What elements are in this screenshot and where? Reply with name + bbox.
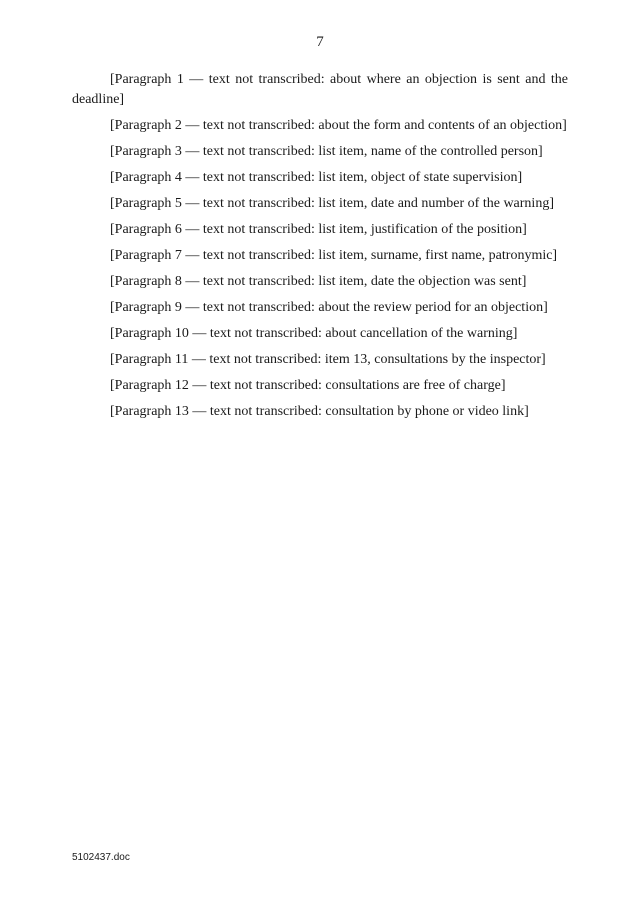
paragraph: [Paragraph 13 — text not transcribed: consultation by phone or video link] bbox=[110, 404, 529, 419]
paragraph: [Paragraph 1 — text not transcribed: about where an objection is sent and the deadline] bbox=[72, 72, 568, 107]
paragraph: [Paragraph 6 — text not transcribed: list item, justification of the position] bbox=[110, 222, 527, 237]
paragraph: [Paragraph 10 — text not transcribed: about cancellation of the warning] bbox=[110, 326, 518, 341]
paragraph: [Paragraph 12 — text not transcribed: consultations are free of charge] bbox=[110, 378, 506, 393]
paragraph: [Paragraph 5 — text not transcribed: list item, date and number of the warning] bbox=[110, 196, 554, 211]
document-code: 5102437.doc bbox=[72, 852, 130, 863]
paragraph: [Paragraph 7 — text not transcribed: list item, surname, first name, patronymic] bbox=[110, 248, 558, 263]
page-number: 7 bbox=[316, 34, 324, 50]
document-body bbox=[72, 70, 568, 428]
paragraph: [Paragraph 11 — text not transcribed: item 13, consultations by the inspector] bbox=[110, 352, 546, 367]
paragraph: [Paragraph 4 — text not transcribed: list item, object of state supervision] bbox=[110, 170, 523, 185]
paragraph: [Paragraph 9 — text not transcribed: about the review period for an objection] bbox=[110, 300, 548, 315]
paragraph: [Paragraph 3 — text not transcribed: list item, name of the controlled person] bbox=[110, 144, 543, 159]
paragraph: [Paragraph 2 — text not transcribed: about the form and contents of an objection] bbox=[110, 118, 567, 133]
paragraph: [Paragraph 8 — text not transcribed: list item, date the objection was sent] bbox=[110, 274, 527, 289]
